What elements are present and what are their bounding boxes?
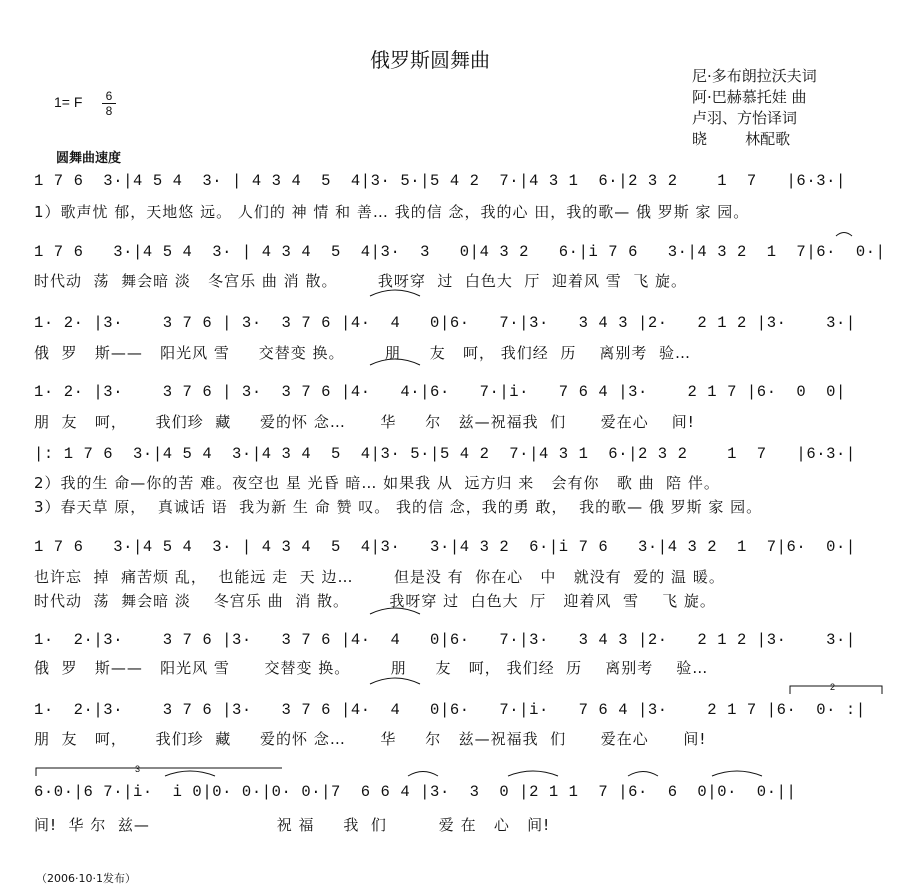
notation-line-1: 1 7 6 3·|4 5 4 3· | 4 3 4 5 4|3· 5·|5 4 2 7·|4 3 1 6·|2 3 2 1 7 |6·3·| xyxy=(34,172,846,190)
notation-line-3: 1· 2· |3· 3 7 6 | 3· 3 7 6 |4· 4 0|6· 7·|3· 3 4 3 |2· 2 1 2 |3· 3·| xyxy=(34,314,856,332)
tie-mark xyxy=(628,772,658,777)
release-date: （2006·10·1发布） xyxy=(36,872,136,885)
tie-mark xyxy=(508,771,558,776)
tie-mark xyxy=(370,678,420,684)
lyric-line-8: 朋 友 呵， 我们珍 藏 爱的怀 念… 华 尔 兹—祝福我 们 爱在心 间! xyxy=(34,730,707,748)
lyric-line-7: 俄 罗 斯—— 阳光风 雪 交替变 换。 朋 友 呵， 我们经 历 离别考 验… xyxy=(34,659,709,677)
volta-number-2: 2 xyxy=(830,682,836,692)
credit-arranger: 晓 林配歌 xyxy=(692,130,791,148)
tie-mark xyxy=(712,771,762,776)
volta-number-3: 3 xyxy=(135,764,141,774)
credit-translators: 卢羽、方怡译词 xyxy=(692,109,798,127)
notation-line-2: 1 7 6 3·|4 5 4 3· | 4 3 4 5 4|3· 3 0|4 3 2 6·|i 7 6 3·|4 3 2 1 7|6· 0·| xyxy=(34,243,886,261)
lyric-line-5-verse-3: 3）春天草 原， 真诚话 语 我为新 生 命 赞 叹。 我的信 念，我的勇 敢， 我的歌— 俄 罗斯 家 园。 xyxy=(34,498,763,516)
notation-line-4: 1· 2· |3· 3 7 6 | 3· 3 7 6 |4· 4·|6· 7·|i· 7 6 4 |3· 2 1 7 |6· 0 0| xyxy=(34,383,846,401)
volta-bracket-3 xyxy=(36,768,282,776)
tie-mark xyxy=(165,771,215,776)
tie-mark xyxy=(408,772,438,777)
lyric-line-6-verse-2: 也许忘 掉 痛苦烦 乱， 也能远 走 天 边… 但是没 有 你在心 中 就没有 爱的 温 暖。 xyxy=(34,568,725,586)
notation-line-8: 1· 2·|3· 3 7 6 |3· 3 7 6 |4· 4 0|6· 7·|i· 7 6 4 |3· 2 1 7 |6· 0· :| xyxy=(34,701,866,719)
song-title: 俄罗斯圆舞曲 xyxy=(370,48,490,72)
lyric-line-1: 1）歌声忧 郁，天地悠 远。 人们的 神 情 和 善… 我的信 念，我的心 田，我的歌— 俄 罗斯 家 园。 xyxy=(34,203,750,221)
credit-lyricist: 尼·多布朗拉沃夫词 xyxy=(692,67,817,85)
lyric-line-3: 俄 罗 斯—— 阳光风 雪 交替变 换。 朋 友 呵， 我们经 历 离别考 验… xyxy=(34,344,691,362)
meter-denominator: 8 xyxy=(105,104,113,118)
tie-mark xyxy=(836,233,852,237)
meter-numerator: 6 xyxy=(105,89,113,103)
volta-bracket-2 xyxy=(790,686,882,694)
key-signature: 1= F xyxy=(54,94,83,110)
tempo-marking: 圆舞曲速度 xyxy=(56,151,122,166)
notation-line-9: 6·0·|6 7·|i· i 0|0· 0·|0· 0·|7 6 6 4 |3· 3 0 |2 1 1 7 |6· 6 0|0· 0·|| xyxy=(34,783,797,801)
credits-block xyxy=(692,66,817,150)
time-signature xyxy=(102,90,116,117)
notation-line-6: 1 7 6 3·|4 5 4 3· | 4 3 4 5 4|3· 3·|4 3 2 6·|i 7 6 3·|4 3 2 1 7|6· 0·| xyxy=(34,538,856,556)
lyric-line-5-verse-2: 2）我的生 命—你的苦 难。夜空也 星 光昏 暗… 如果我 从 远方归 来 会有你 歌 曲 陪 伴。 xyxy=(34,474,720,492)
lyric-line-9: 间! 华 尔 兹— 祝 福 我 们 爱 在 心 间! xyxy=(34,816,551,834)
lyric-line-2: 时代动 荡 舞会暗 淡 冬宫乐 曲 消 散。 我呀穿 过 白色大 厅 迎着风 雪 飞 旋。 xyxy=(34,272,688,290)
lyric-line-6-verse-3: 时代动 荡 舞会暗 淡 冬宫乐 曲 消 散。 我呀穿 过 白色大 厅 迎着风 雪 飞 旋。 xyxy=(34,592,716,610)
notation-line-7: 1· 2·|3· 3 7 6 |3· 3 7 6 |4· 4 0|6· 7·|3· 3 4 3 |2· 2 1 2 |3· 3·| xyxy=(34,631,856,649)
credit-composer: 阿·巴赫慕托娃 曲 xyxy=(692,88,807,106)
notation-line-5: |: 1 7 6 3·|4 5 4 3·|4 3 4 5 4|3· 5·|5 4 2 7·|4 3 1 6·|2 3 2 1 7 |6·3·| xyxy=(34,445,856,463)
lyric-line-4: 朋 友 呵， 我们珍 藏 爱的怀 念… 华 尔 兹—祝福我 们 爱在心 间! xyxy=(34,413,695,431)
